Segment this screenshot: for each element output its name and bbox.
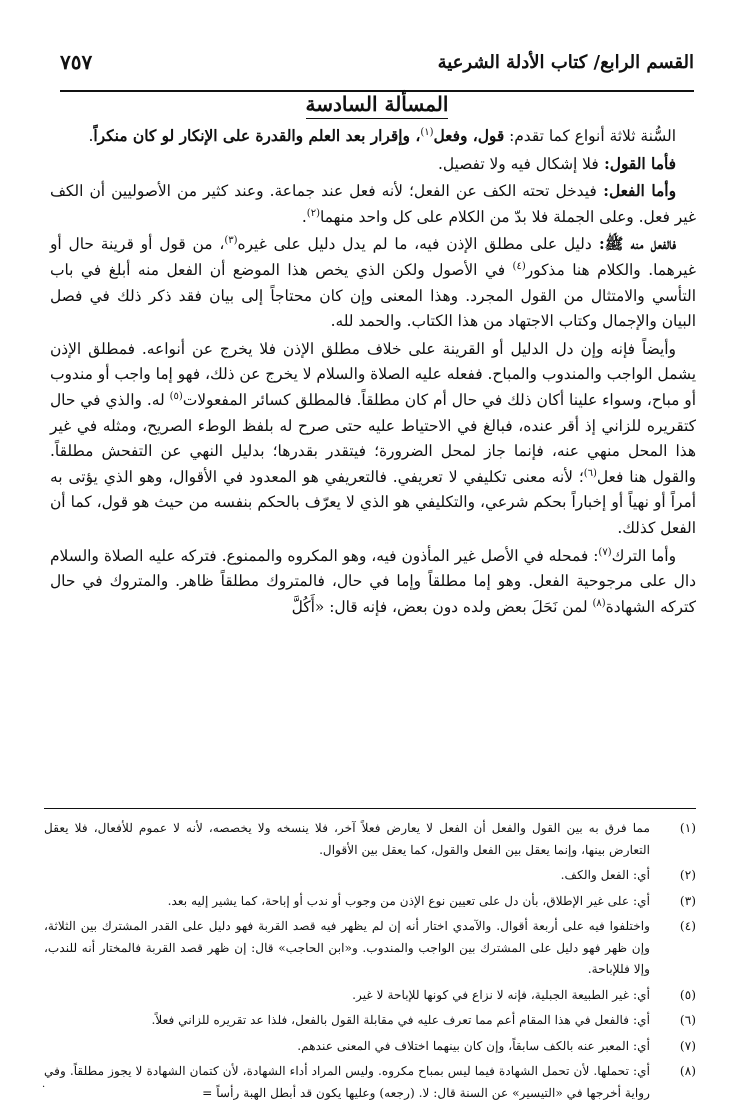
footnote-text: أي: فالفعل في هذا المقام أعم مما تعرف عليه في مقابلة القول بالفعل، فلذا عد تقريره للزاني فعلاً.	[151, 1013, 650, 1027]
bold-term: وأما الفعل:	[596, 182, 676, 201]
footnotes	[44, 818, 696, 1108]
footnote-number: (١)	[679, 821, 696, 835]
footnote	[44, 985, 696, 1007]
text-run: دليل على مطلق الإذن فيه، ما لم يدل دليل على غيره	[237, 235, 592, 254]
footnote-ref: (٧)	[598, 546, 612, 558]
text-run: فلا إشكال فيه ولا تفصيل.	[438, 154, 599, 173]
footnote-ref: (٣)	[224, 235, 238, 247]
footnote	[44, 916, 696, 981]
footnote-ref: (١)	[420, 126, 434, 138]
bold-term: قول، وفعل	[433, 127, 505, 145]
bold-term: ، وإقرار بعد العلم والقدرة على الإنكار لو كان منكراً	[93, 127, 421, 145]
main-text	[50, 124, 696, 622]
running-header	[60, 44, 694, 92]
text-run: .	[301, 207, 307, 226]
footnote	[44, 865, 696, 887]
footnote-ref: (٤)	[512, 260, 526, 272]
footnote-text: أي: الفعل والكف.	[560, 868, 650, 882]
text-run: فيدخل تحته الكف عن الفعل؛ لأنه فعل عند جماعة. وعند كثير من الأصوليين أن الكف غير فعل. وعلى الجملة فلا بدّ من الكلام على كل واحد منهما	[50, 182, 696, 226]
text-run: لمن نَحَلَ بعض ولده دون بعض، فإنه قال: «أَكُلَّ	[291, 597, 593, 616]
footnote-separator	[44, 808, 696, 809]
footnote-number: (٤)	[679, 919, 696, 933]
paragraph	[50, 544, 696, 621]
paragraph	[50, 152, 696, 178]
text-run: : فمحله في الأصل غير المأذون فيه، وهو المكروه والممنوع. فتركه عليه الصلاة والسلام دال على مرجوحية الفعل. وهو إما مطلقاً وإما في حال، فالمتروك مطلقاً ظاهر. والمتروك في حال كتركه الشهادة	[50, 546, 696, 616]
text-run: في الأصول ولكن الذي يخص هذا الموضع أن الفعل منه أبلغ في باب التأسي والامتثال من القول المجرد. وهذا المعنى وإن كان محتاجاً إلى بيان فقد ذكر ذلك في فصل البيان والإجمال وكتاب الاجتهاد من هذا الكتاب. والحمد لله.	[50, 260, 696, 331]
footnote	[44, 818, 696, 861]
paragraph	[50, 179, 696, 230]
footnote-text: أي: المعبر عنه بالكف سابقاً، وإن كان بينهما اختلاف في المعنى عندهم.	[297, 1038, 650, 1053]
footnote-text: أي: تحملها. لأن تحمل الشهادة فيما ليس بمباح مكروه. وليس المراد أداء الشهادة، لأن كتمان الشهادة لا يجوز مطلقاً. وفي رواية أخرجها في «التيسير» عن السنة قال: لا. (رجعه) وعليها يكون قد أبطل الهبة رأساً =	[44, 1064, 650, 1100]
text-run: وأما الترك	[611, 546, 677, 565]
page-number: ٧٥٧	[60, 50, 93, 74]
text-run: ، من قول أو قرينة حال أو غيرهما. والكلام هنا مذكور	[50, 235, 696, 279]
text-run: السُّنة ثلاثة أنواع كما تقدم:	[504, 127, 676, 145]
page-mark: ·	[42, 1082, 46, 1093]
footnote-number: (٧)	[679, 1038, 696, 1053]
header-title: القسم الرابع/ كتاب الأدلة الشرعية	[437, 52, 694, 73]
footnote-ref: (٢)	[306, 207, 320, 219]
footnote	[44, 1010, 696, 1032]
footnote-text: أي: غير الطبيعة الجبلية، فإنه لا نزاع في كونها للإباحة لا غير.	[352, 987, 650, 1002]
footnote	[44, 1061, 696, 1104]
footnote-ref: (٦)	[583, 467, 597, 479]
text-run: ؛ لأنه معنى تكليفي لا تعريفي. فالتعريفي هو المعدود في الأقوال، وهو الذي يؤتى به أمراً أو نهياً أو إخباراً بحكم شرعي، والتكليفي هو الذي لا يعرّف بالحكم بنفسه من حيث هو قول، كما أن الفعل كذلك.	[50, 467, 696, 537]
footnote-ref: (٥)	[169, 390, 183, 402]
footnote-number: (٨)	[679, 1064, 696, 1078]
paragraph	[50, 337, 696, 542]
section-title	[0, 92, 754, 116]
footnote	[44, 1036, 696, 1058]
footnote-text: مما فرق به بين القول والفعل أن الفعل لا يعارض فعلاً آخر، فلا ينسخه ولا يخصصه، لأنه لا عموم للأفعال، فلا يعقل التعارض بينها، وإنما يعقل بين الفعل والقول، كما يعقل بين الأقوال.	[44, 821, 650, 857]
paragraph	[50, 124, 696, 150]
text-run: وأيضاً فإنه وإن دل الدليل أو القرينة على خلاف مطلق الإذن فلا يخرج عن أنواعه. فمطلق الإذن يشمل الواجب والمندوب والمباح. ففعله عليه الصلاة والسلام لا يخرج عن ذلك، فهو إما واجب أو مندوب أو مباح، وسواء علينا أكان ذلك في حال أم كان مطلقاً. فالمطلق كسائر المفعولات	[50, 339, 696, 409]
paragraph	[50, 232, 696, 334]
text-run: له. والذي في حال كتقريره للزاني إذ أقر عنده، فبالغ في الاحتياط عليه حتى صرح له بلفظ الوطء الصريح، ومثله في غير هذا المحل منهي عنه، فإنما جاز لمحل الضرورة؛ فيتقدر بقدرها؛ بدليل النهي عن التفحش مطلقاً. والقول هنا فعل	[50, 390, 696, 486]
bold-term: فالفعل منه ﷺ:	[591, 235, 676, 254]
footnote-text: أي: على غير الإطلاق، بأن دل على تعيين نوع الإذن من وجوب أو ندب أو إباحة، كما يشير إليه بعد.	[167, 893, 650, 908]
footnote-ref: (٨)	[592, 597, 606, 609]
section-title-text: المسألة السادسة	[306, 92, 449, 119]
footnote-text: واختلفوا فيه على أربعة أقوال. والآمدي اختار أنه إن لم يظهر فيه قصد القربة فهو دليل على القدر المشترك بين الثلاثة، وإن ظهر فهو دليل على المشترك بين الواجب والمندوب. و«ابن الحاجب» قال: إن ظهر قصد القربة فالمختار أنه للندب، وإلا فللإباحة.	[44, 919, 650, 976]
footnote-number: (٥)	[679, 987, 696, 1002]
text-run: .	[88, 127, 94, 145]
footnote-number: (٢)	[679, 868, 696, 882]
footnote	[44, 891, 696, 913]
bold-term: فأما القول:	[598, 154, 676, 173]
footnote-number: (٦)	[679, 1013, 696, 1027]
footnote-number: (٣)	[679, 893, 696, 908]
